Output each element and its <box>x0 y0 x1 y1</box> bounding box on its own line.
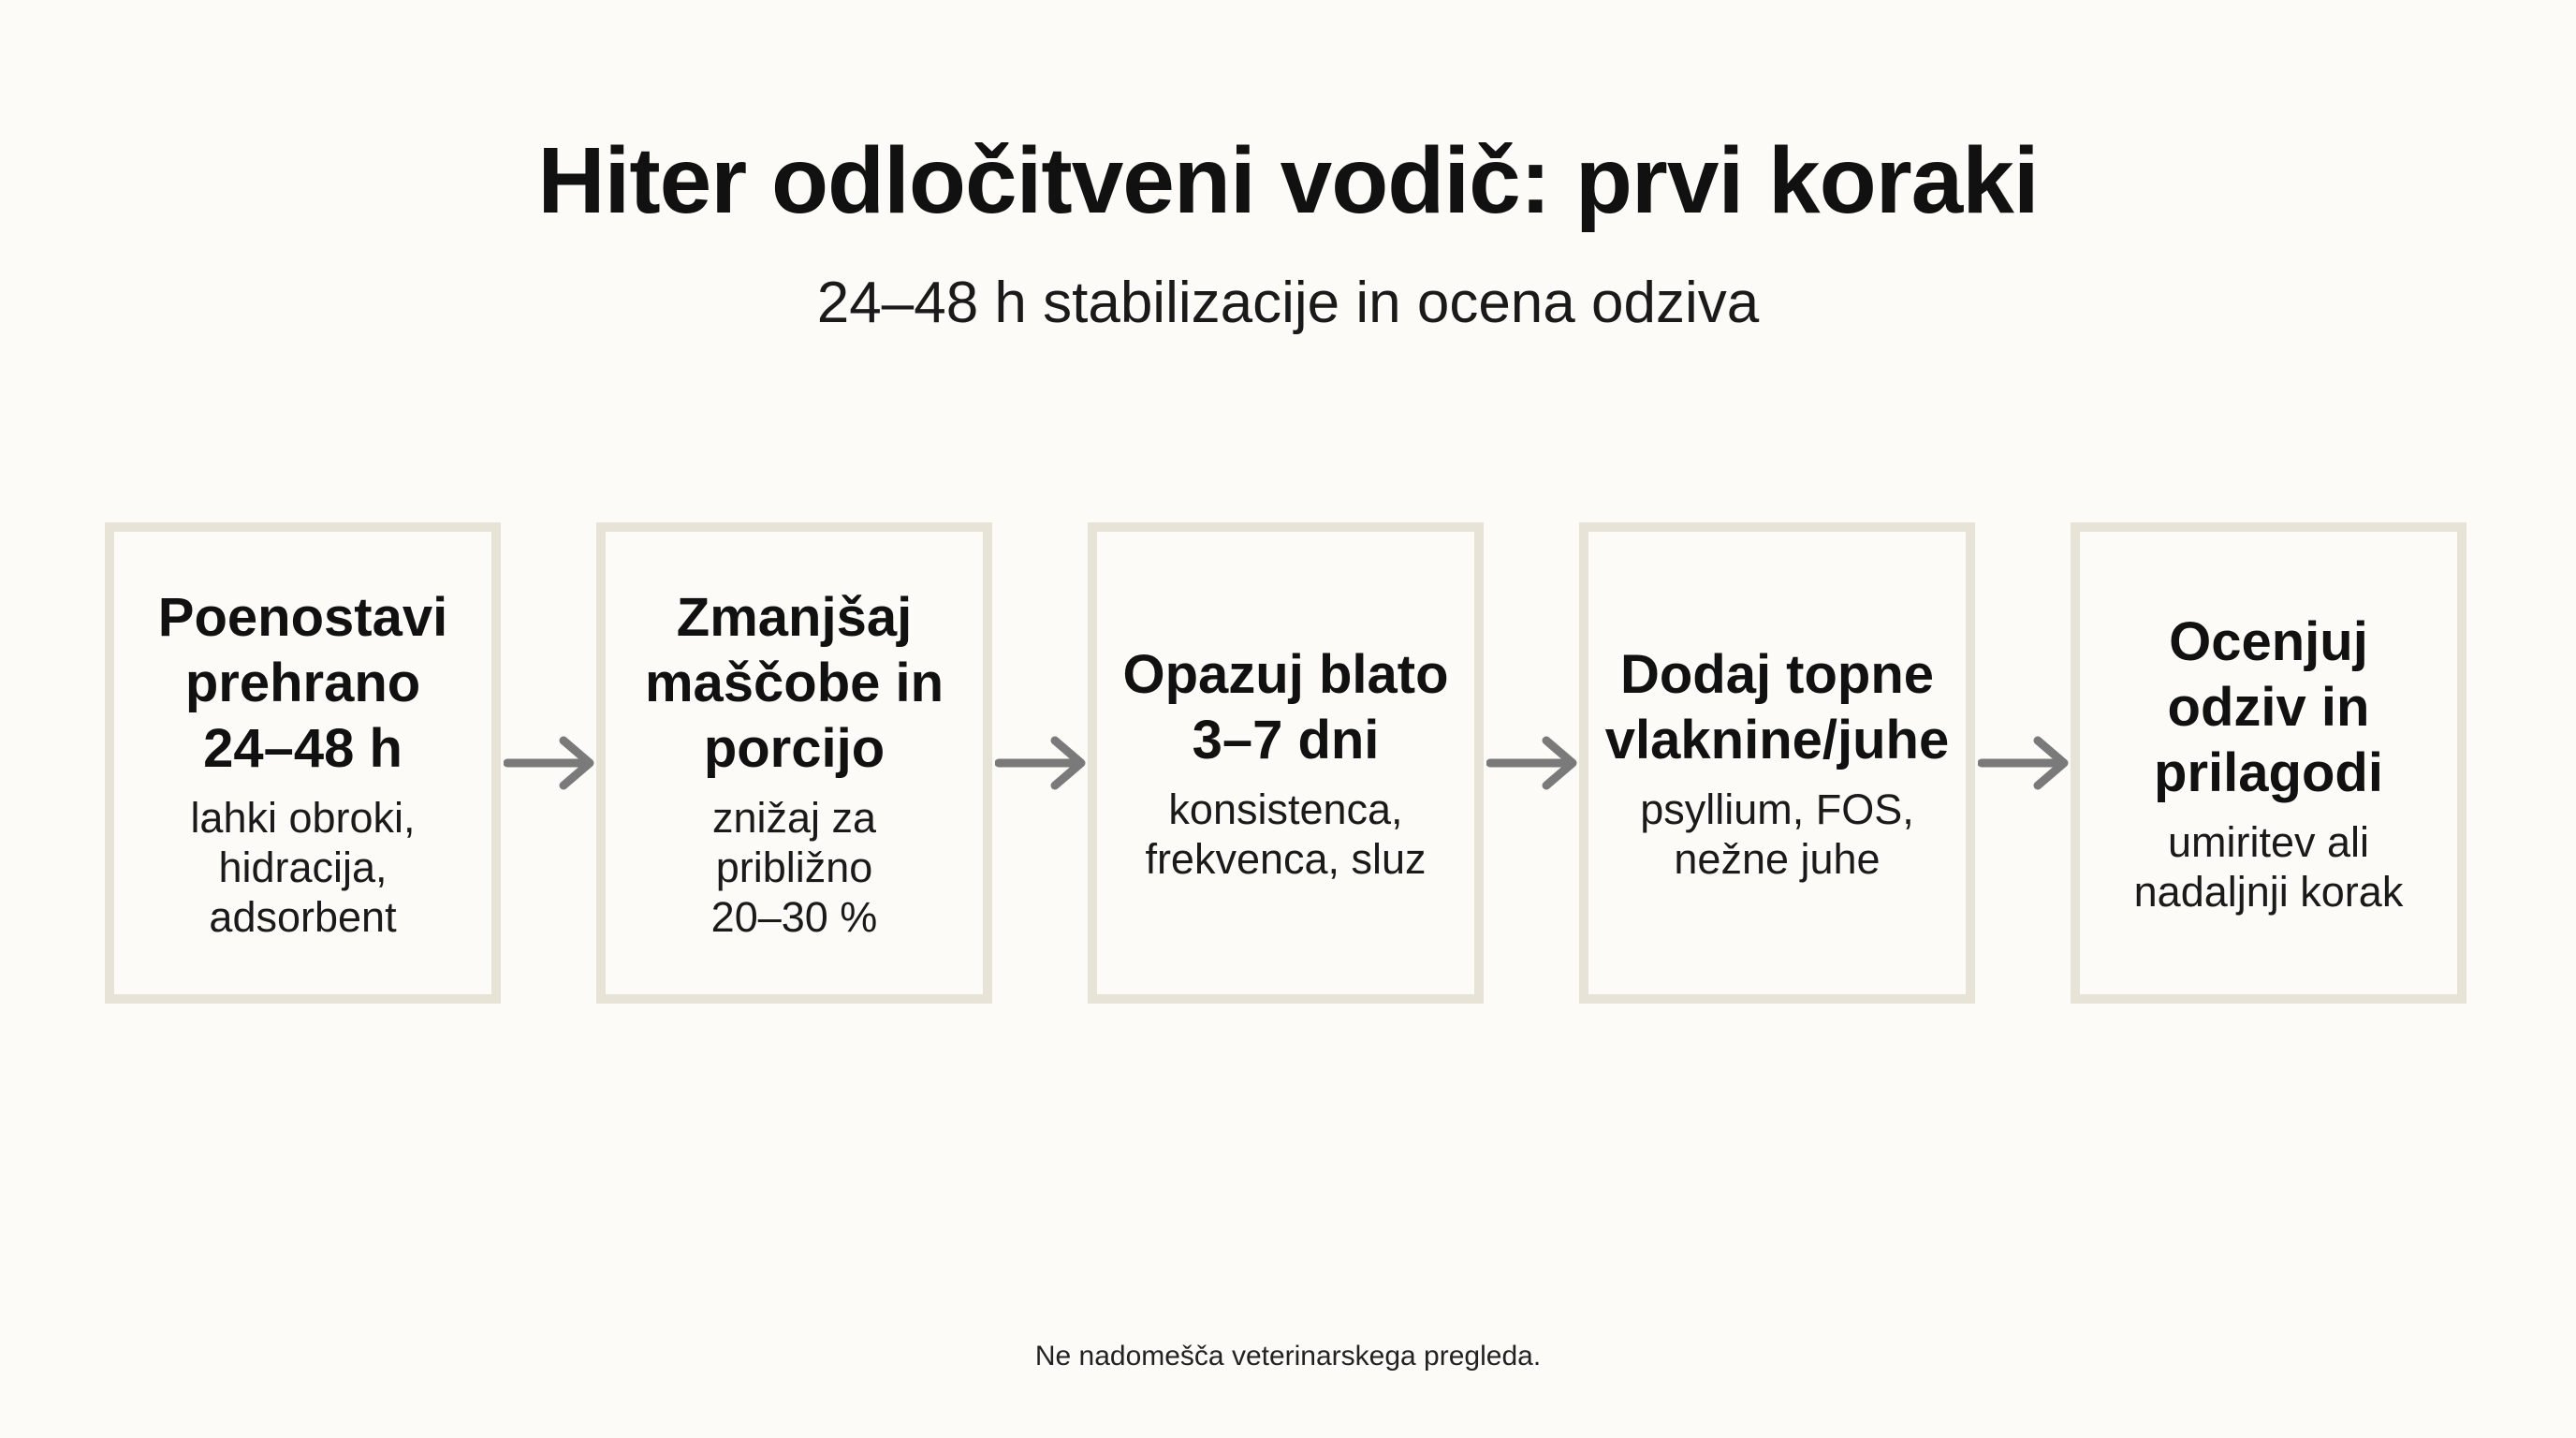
step-title: Opazuj blato 3–7 dni <box>1122 644 1449 770</box>
step-box-3 <box>1088 522 1484 1004</box>
step-description: umiritev ali nadaljnji korak <box>2133 818 2404 916</box>
arrow-right-icon <box>1486 735 1580 791</box>
step-description: znižaj za približno 20–30 % <box>710 793 878 941</box>
step-title: Ocenjuj odziv in prilagodi <box>2154 611 2383 803</box>
step-box-2 <box>596 522 992 1004</box>
disclaimer-footnote: Ne nadomešča veterinarskega pregleda. <box>1034 1341 1542 1372</box>
step-title: Zmanjšaj maščobe in porcijo <box>644 586 944 779</box>
step-box-4 <box>1579 522 1975 1004</box>
step-description: psyllium, FOS, nežne juhe <box>1640 785 1914 883</box>
arrow-right-icon <box>995 735 1089 791</box>
step-box-5 <box>2071 522 2466 1004</box>
arrow-right-icon <box>1978 735 2071 791</box>
page-subtitle: 24–48 h stabilizacije in ocena odziva <box>816 271 1760 335</box>
step-box-1 <box>105 522 501 1004</box>
step-title: Dodaj topne vlaknine/juhe <box>1604 644 1950 770</box>
step-description: lahki obroki, hidracija, adsorbent <box>190 793 416 941</box>
page-title: Hiter odločitveni vodič: prvi koraki <box>537 128 2039 233</box>
step-title: Poenostavi prehrano 24–48 h <box>157 586 448 779</box>
step-description: konsistenca, frekvenca, sluz <box>1145 785 1427 883</box>
arrow-right-icon <box>504 735 597 791</box>
